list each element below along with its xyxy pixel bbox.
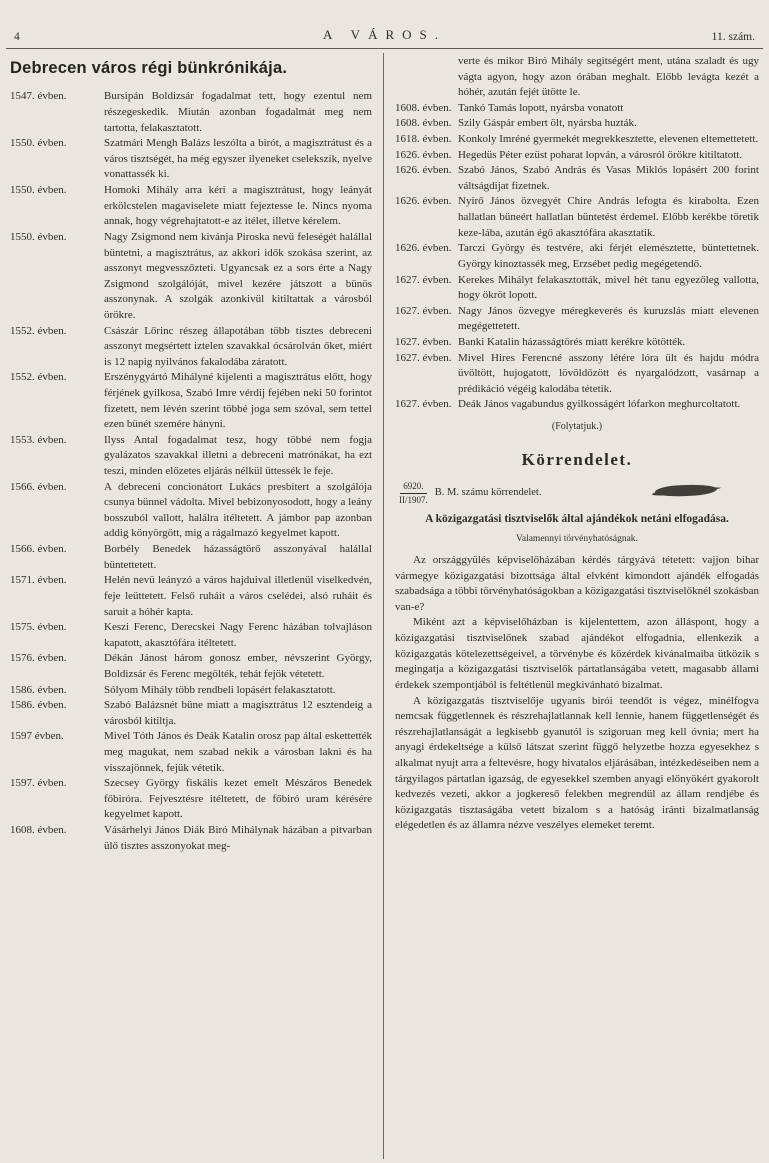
article-title: Debrecen város régi bünkrónikája. (10, 59, 288, 77)
entry-year: 1550. évben. (10, 137, 67, 150)
chronicle-entry (10, 433, 372, 480)
chronicle-entry (395, 163, 759, 194)
chronicle-entry (395, 241, 759, 272)
entry-text: Szecsey György fiskális kezet emelt Mészáros Benedek főbiróra. Fejvesztésre itéltetett, de főbiró uram kérésére kegyelmet kapott. (104, 777, 372, 821)
column-divider (383, 53, 384, 1159)
reference-fraction (399, 481, 428, 505)
issue-number: 11. szám. (711, 31, 755, 43)
chronicle-entry (10, 823, 372, 854)
entry-year: 1626. évben. (395, 148, 452, 161)
circular-section (395, 448, 759, 834)
entry-text: Mivel Hires Ferencné asszony létére lóra ült és hajdu módra üvöltött, hujogatott, lövöldözött és nyargalódzott, vasárnap a prédikáció végéig kalodába tétetik. (458, 351, 759, 395)
entry-year: 1627. évben. (395, 335, 452, 348)
chronicle-entry (10, 698, 372, 729)
chronicle-entry (10, 651, 372, 682)
entry-year: 1627. évben. (395, 304, 452, 317)
entry-text: Tankó Tamás lopott, nyársba vonatott (458, 101, 624, 114)
entry-text: Szily Gáspár embert ölt, nyársba huzták. (458, 117, 637, 130)
entry-year: 1627. évben. (395, 351, 452, 364)
circular-paragraph: A közigazgatás tisztviselője ugyanis birói teendőt is végez, minélfogva nemcsak függetlennek és részrehajlatlannak kell lennie, hanem függetlenségét és részrehajlatlanságát a legkisebb gyanutól is szigoruan meg kell óvnia; mert ha anyagi érdekeltsége a külső látszat szerint függő helyzetbe hozza egyesekhez s alkalmat nyujt arra a feltevésre, hogy hivatalos eljárásában, intézkedéseiben nem a tárgyilagos pártatlan igazság, de egyesekkel szemben anyagi előnyökért gyakorolt kedvezés vezeti, akkor a jogkereső felekben megrendül az állam rendjébe és közigazgatás tisztaságába vetett bizalom s a hatóság iránti bizalmatlanság elégedetlen és az államra nézve veszélyes elemeket teremt. (395, 694, 759, 832)
circular-addressee: Valamennyi törvényhatóságnak. (516, 533, 638, 544)
entry-text: Banki Katalin házasságtörés miatt kerékre kötötték. (458, 335, 686, 348)
entry-year: 1566. évben. (10, 480, 67, 493)
entry-year: 1586. évben. (10, 699, 67, 712)
entry-text: Nagy János özvegye méregkeverés és kuruzslás miatt elevenen megégettetett. (458, 304, 759, 333)
entry-text: Keszi Ferenc, Derecskei Nagy Ferenc házában tolvajláson kapatott, akasztófára itéltetett. (104, 621, 372, 649)
entry-year: 1553. évben. (10, 433, 67, 446)
chronicle-entry (395, 335, 759, 351)
chronicle-entry (10, 89, 372, 136)
chronicle-entry (395, 148, 759, 164)
entry-year: 1608. évben. (395, 101, 452, 114)
chronicle-entry (10, 620, 372, 651)
entry-text: Dékán Jánost három gonosz ember, névszerint György, Boldizsár és Ferenc megölték, tehát fejök vétetett. (104, 652, 372, 680)
entry-text: Szabó Balázsnét büne miatt a magisztrátus 12 esztendeig a városból kitiltja. (104, 699, 372, 727)
chronicle-entry (395, 116, 759, 132)
chronicle-entry (395, 304, 759, 335)
chronicle-entry (395, 194, 759, 241)
continuation-text: verte és mikor Biró Mihály segitségért ment, utána szaladt és ugy vágta agyon, hogy azon órában meghalt. Előbb levágta kezét a hóhér, azután fejét ütötte le. (458, 55, 759, 99)
entry-year: 1550. évben. (10, 184, 67, 197)
entry-text: Homoki Mihály arra kéri a magisztrátust, hogy leányát erkölcstelen magaviselete miatt fejeztesse le. Nincs nyoma annak, hogy végrehajtatott-e az itélet, illetve kérelem. (104, 184, 372, 228)
entry-text: Helén nevü leányzó a város hajduival illetlenül viselkedvén, feje leüttetett. Felső ruháit a város cselédei, alsó ruháit és saruit a hóhér kapta. (104, 574, 372, 618)
entry-year: 1597. évben. (10, 777, 67, 790)
journal-title: A VÁROS. (322, 27, 447, 42)
chronicle-entry (10, 324, 372, 371)
reference-numerator: 6920. (400, 481, 426, 493)
chronicle-entry (10, 776, 372, 823)
entry-year: 1627. évben. (395, 398, 452, 411)
entry-text: Bursipán Boldizsár fogadalmat tett, hogy ezentul nem részegeskedik. Miután azonban fogadalmát meg nem tartotta, felakasztatott. (104, 90, 372, 134)
ink-smudge (655, 484, 717, 497)
chronicle-entry (10, 136, 372, 183)
entry-text: Hegedüs Péter ezüst poharat lopván, a városról örökre kitiltatott. (458, 148, 743, 161)
chronicle-entry (10, 573, 372, 620)
chronicle-entry (10, 183, 372, 230)
circular-paragraph: Miként azt a képviselőházban is kijelentettem, azon álláspont, hogy a közigazgatási tisztviselőnek szabad ajándékot elfogadnia, ellenkezik a közigazgatás kötelezettségeivel, a törvénybe és közérdek kivánalmaiba ütközik s megingatja a közigazgatási tisztviselők pártatlanságába vetett, magasabb állami érdekek szempontjából is feltétlenül megkivánható bizalmat. (395, 616, 759, 691)
entry-year: 1608. évben. (10, 824, 67, 837)
entry-text: Szatmári Mengh Balázs leszólta a birót, a magisztrátust és a város tisztségét, ha még egyszer ilyeneket cselekszik, nyelve vonattassék ki. (104, 137, 372, 181)
entry-text: Nagy Zsigmond nem kivánja Piroska nevü feleségét halállal büntetni, a magisztrátus, az akkori idők szokása szerint, az asszonyt megvesszőzteti. Ugyancsak ez a sors érte a Nagy Zsigmond szolgálóját, mivel kezére játszott a bünös asszonynak. A szolgák azonkivül kitiltattak a városból örökre. (104, 230, 372, 321)
entry-text: Nyirő János özvegyét Chire András lefogta és kirabolta. Ezen hallatlan büneért hallatlan büntetést érdemel. Előbb kerékbe töretik keze-lába, azután égő akasztófára akasztatik. (458, 195, 759, 239)
circular-body (395, 553, 759, 834)
reference-suffix: B. M. számu körrendelet. (434, 486, 542, 498)
entry-text: Ilyss Antal fogadalmat tesz, hogy többé nem fogja gyalázatos szavakkal illetni a debreceni matrónákat, ha ezt teszi, minden előzetes eljárás nélkül üttessék le feje. (104, 433, 372, 478)
entry-year: 1597 évben. (10, 730, 64, 743)
entry-year: 1626. évben. (395, 164, 452, 177)
entry-year: 1627. évben. (395, 273, 452, 286)
entry-text: Deák János vagabundus gyilkosságért lófarkon meghurcoltatott. (458, 398, 741, 411)
circular-reference (399, 481, 759, 505)
content-columns (0, 49, 769, 1159)
chronicle-entry (10, 370, 372, 432)
entry-text: Császár Lőrinc részeg állapotában több tisztes debreceni asszonyt megsértett iztelen szavakkal ócsárolván őket, miért is 12 napig nyilvános fakalodába záratott. (104, 324, 372, 368)
chronicle-entry (395, 132, 759, 148)
to-be-continued: (Folytatjuk.) (551, 421, 603, 433)
entry-year: 1576. évben. (10, 652, 67, 665)
left-column (10, 53, 372, 1159)
entry-text: Mivel Tóth János és Deák Katalin orosz pap által eskettették meg magukat, nem szabad nekik a városban lakni és ha visszajönnek, fejük vétetik. (104, 730, 372, 774)
entry-text: Tarczi György és testvére, aki férjét elemésztette, büntettetnek. György kinoztassék meg, Erzsébet pedig megégetendő. (458, 242, 759, 270)
entry-text: Borbély Benedek házasságtörő asszonyával halállal büntettetett. (104, 543, 372, 571)
chronicle-entries-left (10, 89, 372, 854)
entry-year: 1586. évben. (10, 683, 67, 696)
entry-year: 1552. évben. (10, 324, 67, 337)
entry-year: 1550. évben. (10, 230, 67, 243)
chronicle-entry (10, 480, 372, 542)
entry-text: Konkoly Imréné gyermekét megrekkesztette, elevenen eltemettetett. (458, 133, 759, 146)
chronicle-entry (10, 230, 372, 324)
entry-year: 1571. évben. (10, 574, 67, 587)
entry-text: A debreceni concionátort Lukács presbitert a szolgálója csunya bünnel vádolta. Mivel bebizonyosodott, hogy a leány bosszuból vallott, halálra itéltetett. A jámbor pap azonban addig könyörgött, mig a rágalmazó kegyelmet kapott. (104, 480, 372, 540)
right-column (395, 53, 759, 1159)
chronicle-entry (10, 683, 372, 699)
entry-year: 1547. évben. (10, 90, 67, 103)
chronicle-entry (395, 397, 759, 413)
chronicle-entry (10, 729, 372, 776)
chronicle-entries-right (395, 101, 759, 413)
entry-text: Szabó János, Szabó András és Vasas Miklós lopásért 200 forint váltságdijat fizetnek. (458, 164, 759, 192)
chronicle-entry (10, 542, 372, 573)
chronicle-entry (395, 351, 759, 398)
entry-year: 1608. évben. (395, 117, 452, 130)
entry-year: 1566. évben. (10, 543, 67, 556)
entry-text: Vásárhelyi János Diák Biró Mihálynak házában a pitvarban ülő tisztes asszonyokat meg- (104, 824, 372, 852)
circular-title: Körrendelet. (521, 450, 633, 470)
entry-year: 1575. évben. (10, 621, 67, 634)
circular-paragraph: Az országgyülés képviselőházában kérdés tárgyává tétetett: vajjon bihar vármegye közigazgatási bizottsága által elvként kimondott ajándék elfogadás szabadsága a többi törvényhatóságokban a közigazgatási tisztviselőknél szokásban van-e? (395, 554, 759, 613)
entry-text: Kerekes Mihályt felakasztották, mivel hét tanu egyezőleg vallotta, hogy ökröt lopott. (458, 273, 759, 302)
reference-denominator: II/1907. (399, 494, 428, 505)
circular-subject: A közigazgatási tisztviselők által ajándékok netáni elfogadása. (425, 513, 729, 526)
page-number: 4 (14, 31, 20, 43)
entry-year: 1618. évben. (395, 133, 452, 146)
chronicle-entry (395, 273, 759, 304)
entry-text: Sólyom Mihály több rendbeli lopásért felakasztatott. (104, 683, 336, 696)
entry-text: Erszénygyártó Mihályné kijelenti a magisztrátus előtt, hogy férjének gyilkosa, Szabó Imre vérdij fejében neki 50 forintot fizetett, nem lévén szerint többé joga sem szóval, sem tettel ezen bünét szemére hányni. (104, 371, 372, 431)
entry-year: 1552. évben. (10, 371, 67, 384)
entry-year: 1626. évben. (395, 242, 452, 255)
page-header (0, 0, 769, 48)
chronicle-entry (395, 101, 759, 117)
entry-year: 1626. évben. (395, 195, 452, 208)
